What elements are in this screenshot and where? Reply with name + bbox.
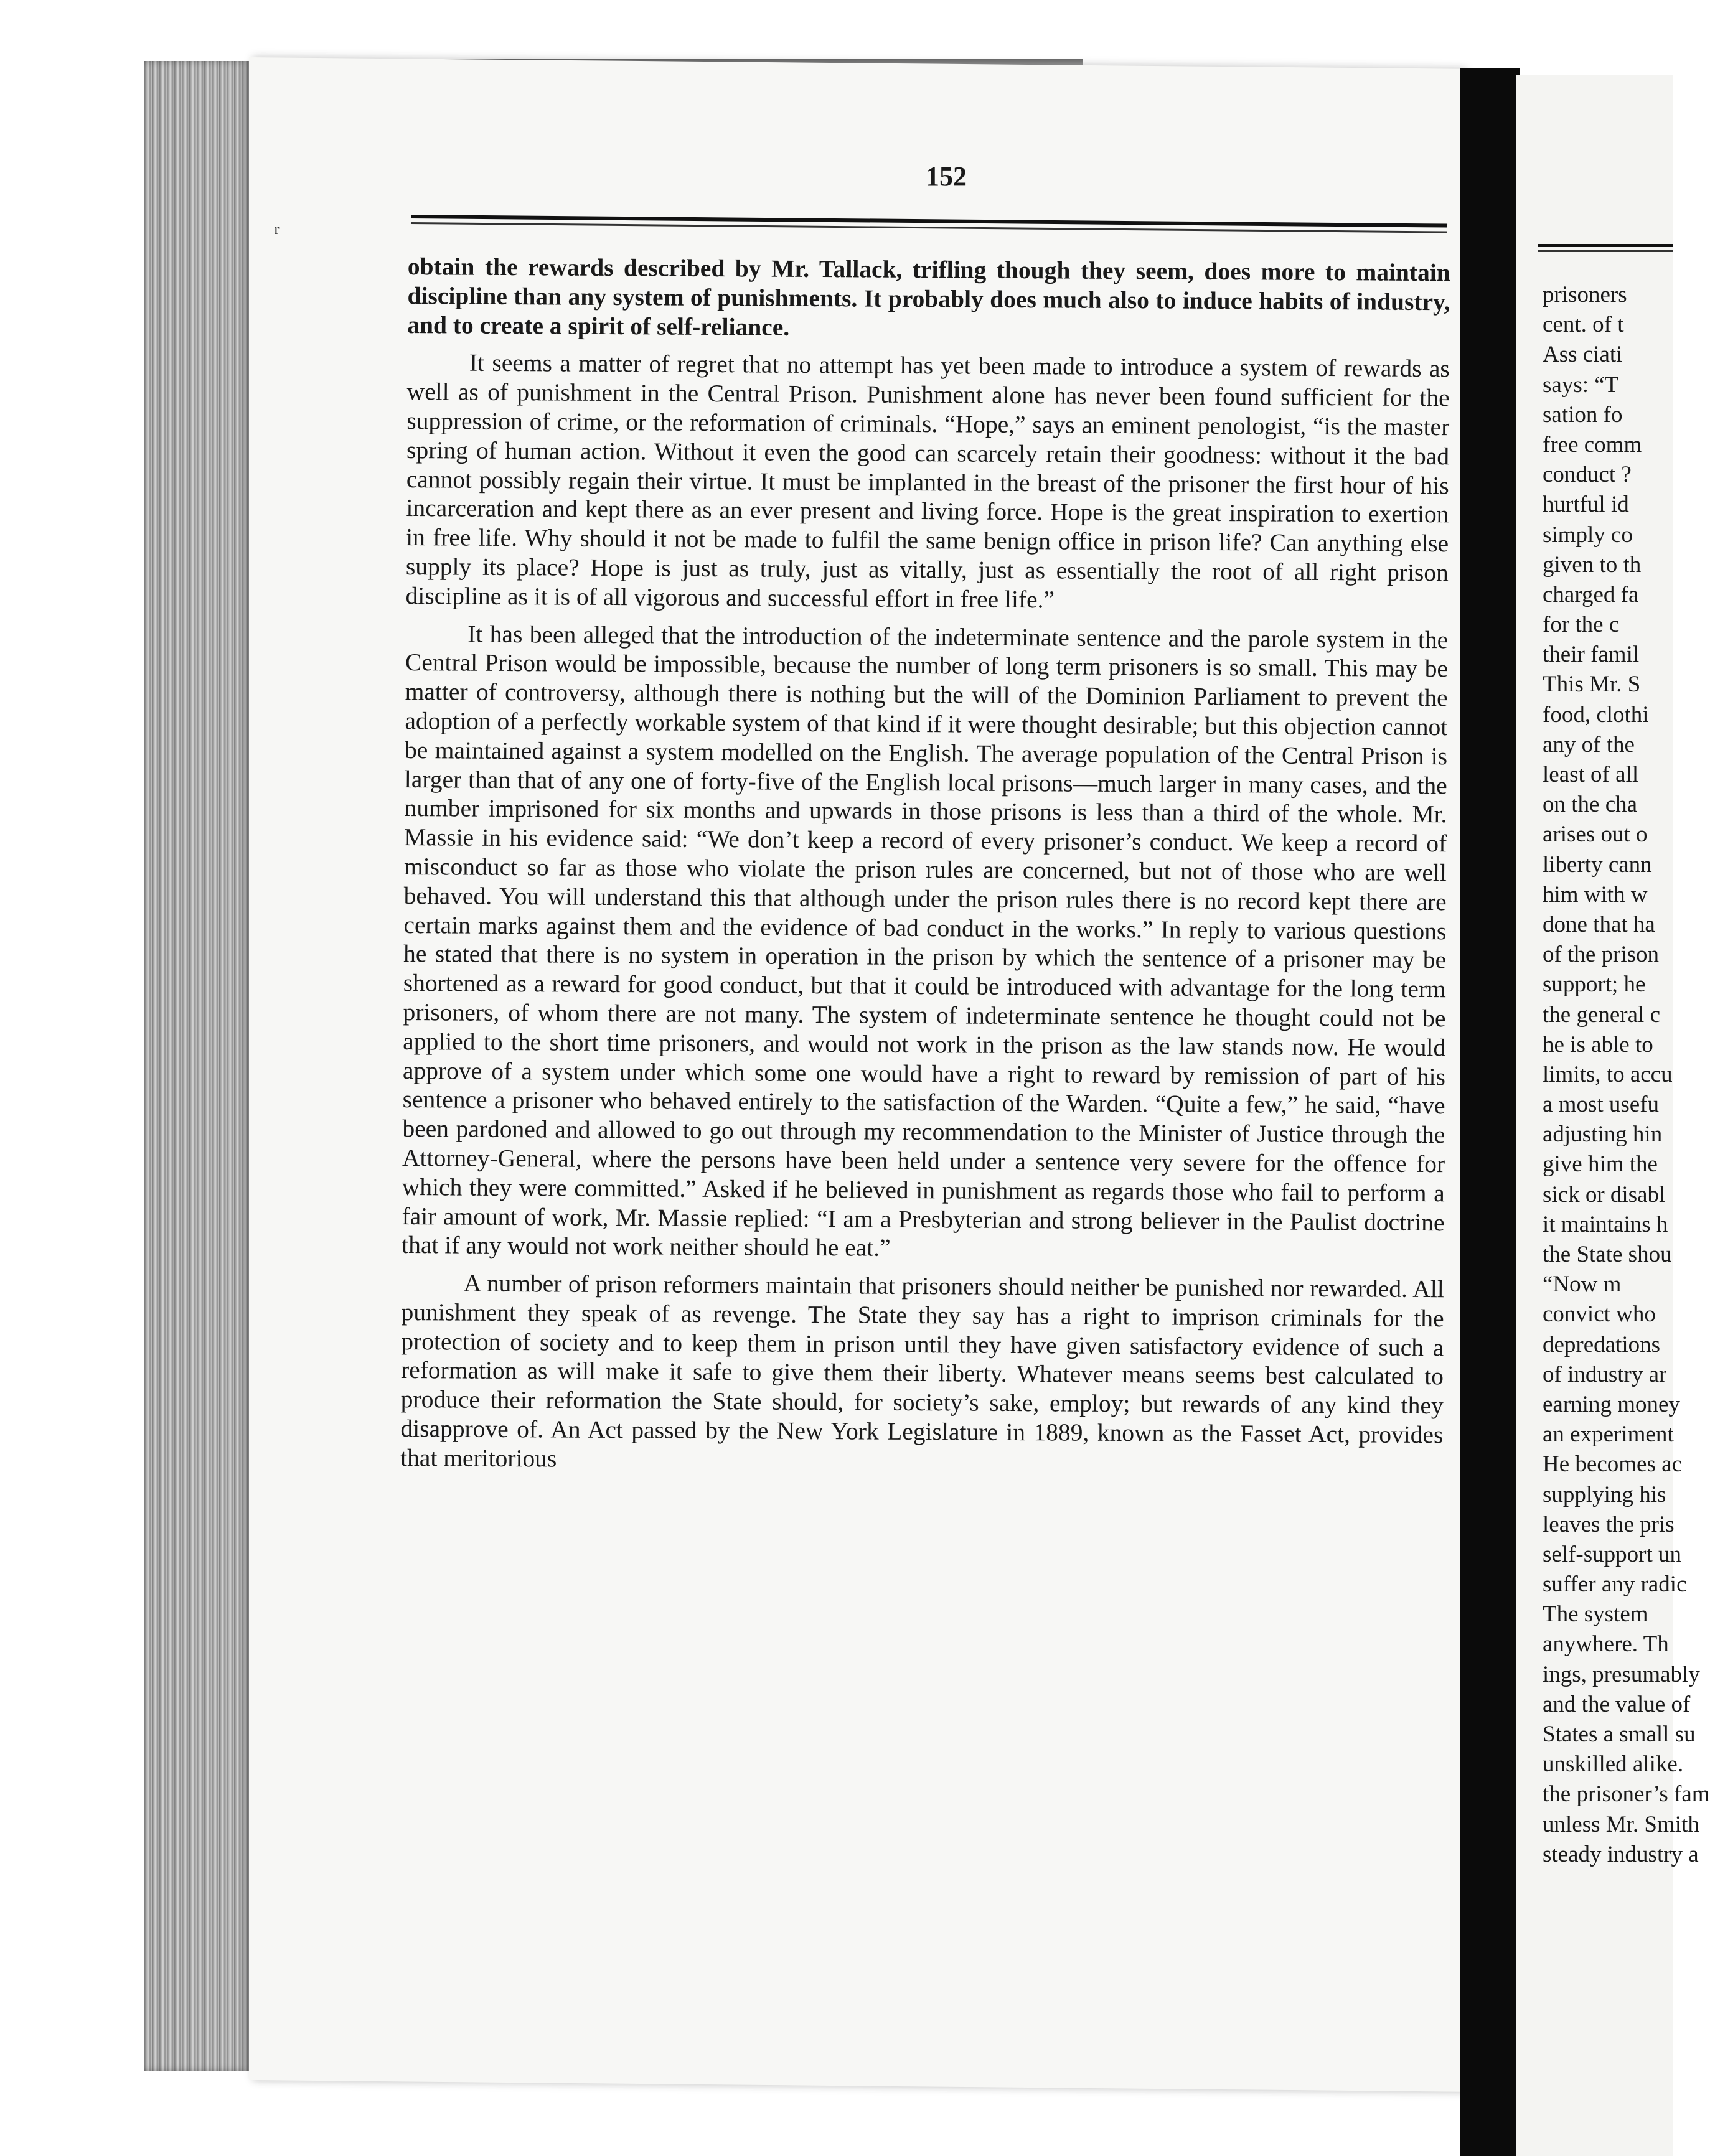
facing-page-line: and the value of	[1543, 1691, 1691, 1717]
facing-page-line: adjusting hin	[1543, 1122, 1663, 1148]
paragraph: obtain the rewards described by Mr. Tallack, trifling though they seem, does more to maintain discipline than any system of punishments. It probably does much also to induce habits of industry, and to create a spirit of self-reliance.	[407, 252, 1450, 341]
facing-page-line: an experiment	[1543, 1422, 1674, 1448]
facing-page-line: self-support un	[1543, 1541, 1681, 1567]
facing-page-line: ings, presumably	[1543, 1661, 1700, 1687]
facing-page-line: sick or disabl	[1543, 1181, 1666, 1207]
paragraph: It has been alleged that the introduction of the indeterminate sentence and the parole system in the Central Prison would be impossible, because the number of long term prisoners is so small. This may be matter of controversy, although there is nothing but the will of the Dominion Parliament to prevent the adoption of a perfectly workable system of that kind if it were thought desirable; but this objection cannot be maintained against a system modelled on the English. The average population of the Central Prison is larger than that of any one of forty-five of the English local prisons—much larger in many cases, and the number imprisoned for six months and upwards in those prisons is less than a third of the whole. Mr. Massie in his evidence said: “We don’t keep a record of every prisoner’s conduct. We keep a record of misconduct so far as those who violate the prison rules are concerned, but not of those who are well behaved. You will understand this that although under the prison rules there is no record kept there are certain marks against them and the evidence of bad conduct in the works.” In reply to various questions he stated that there is no system in operation in the prison by which the sentence of a prisoner may be shortened as a reward for good conduct, but that it could be introduced with advantage for the long term prisoners, of whom there are not many. The system of indeterminate sentence he thought could not be applied to the short time prisoners, and would not work in the prison as the law stands now. He would approve of a system under which some one would have a right to reward by remission of part of his sentence a prisoner who behaved entirely to the satisfaction of the Warden. “Quite a few,” he said, “have been pardoned and allowed to go out through my recommendation to the Minister of Justice through the Attorney-General, where the persons have been held under a sentence very severe for the offence for which they were committed.” Asked if he believed in punishment as regards those who fail to perform a fair amount of work, Mr. Massie replied: “I am a Presbyterian and strong believer in the Paulist doctrine that if any would not work neither should he eat.”	[402, 620, 1449, 1262]
facing-page-line: “Now m	[1543, 1272, 1622, 1298]
facing-page-line: for the c	[1543, 612, 1620, 638]
facing-page-line: of industry ar	[1543, 1361, 1667, 1387]
facing-page-line: simply co	[1543, 522, 1633, 548]
facing-page-line: give him the	[1543, 1151, 1658, 1178]
facing-page-line: cent. of t	[1543, 312, 1624, 338]
facing-page-line: the general c	[1543, 1001, 1660, 1028]
paragraph: It seems a matter of regret that no attempt has yet been made to introduce a system of rewards as well as of punishment in the Central Prison. Punishment alone has never been found sufficient for the suppression of crime, or the reformation of criminals. “Hope,” says an eminent penologist, “is the master spring of human action. Without it even the good can scarcely retain their goodness: without it the bad cannot possibly regain their virtue. It must be implanted in the breast of the prisoner the first hour of his incarceration and kept there as an ever present and living force. Hope is the great inspiration to exertion in free life. Why should it not be made to fulfil the same benign office in prison life? Can anything else supply its place? Hope is just as truly, just as vitally, just as essentially the root of all right prison discipline as it is of all vigorous and successful effort in free life.”	[405, 349, 1450, 614]
facing-page-line: conduct ?	[1543, 462, 1632, 488]
page-number: 152	[926, 161, 967, 192]
facing-page-line: food, clothi	[1543, 701, 1649, 728]
book-gutter	[1460, 68, 1520, 2156]
margin-mark: ʳ	[274, 218, 280, 246]
facing-page-line: a most usefu	[1543, 1092, 1660, 1118]
facing-page-line: sation fo	[1543, 401, 1623, 428]
facing-page-line: done that ha	[1543, 911, 1655, 937]
facing-page-line: depredations	[1543, 1331, 1661, 1357]
facing-page-line: least of all	[1543, 762, 1639, 787]
facing-page-line: steady industry a	[1543, 1841, 1699, 1867]
facing-page-line: it maintains h	[1543, 1211, 1668, 1237]
facing-page-line: arises out o	[1543, 822, 1648, 848]
facing-page-line: earning money	[1543, 1391, 1680, 1417]
facing-page-line: the prisoner’s fam	[1543, 1781, 1710, 1807]
facing-page-line: he is able to	[1543, 1031, 1653, 1057]
facing-page-line: any of the	[1543, 731, 1635, 757]
facing-page-line: The system	[1543, 1601, 1648, 1628]
book-page-edges	[144, 61, 250, 2071]
facing-page-line: He becomes ac	[1543, 1451, 1682, 1478]
paragraph: A number of prison reformers maintain that prisoners should neither be punished nor rewarded. All punishment they speak of as revenge. The State they say has a right to imprison criminals for the protection of society and to keep them in prison until they have given satisfactory evidence of such a reformation as will make it safe to give them their liberty. Whatever means seems best calculated to produce their reformation the State should, for society’s sake, employ; but rewards of any kind they disapprove of. An Act passed by the New York Legislature in 1889, known as the Fasset Act, provides that meritorious	[400, 1269, 1444, 1473]
facing-page-line: says: “T	[1543, 372, 1619, 398]
facing-page-line: liberty cann	[1543, 851, 1652, 878]
facing-page-line: hurtful id	[1543, 492, 1629, 518]
facing-page-line: support; he	[1543, 972, 1646, 998]
facing-page-line: This Mr. S	[1543, 672, 1641, 698]
facing-page-line: prisoners	[1543, 282, 1627, 307]
facing-page-line: the State shou	[1543, 1242, 1672, 1267]
facing-page-line: charged fa	[1543, 581, 1639, 607]
facing-page-line: unless Mr. Smith	[1543, 1811, 1699, 1837]
facing-page-line: supplying his	[1543, 1481, 1666, 1507]
facing-page-line: him with w	[1543, 881, 1648, 907]
facing-page-line: convict who	[1543, 1301, 1656, 1328]
facing-page-line: States a small su	[1543, 1722, 1696, 1747]
facing-page-line: suffer any radic	[1543, 1572, 1687, 1598]
article-body	[398, 252, 1450, 1852]
facing-page-line: leaves the pris	[1543, 1511, 1675, 1537]
facing-page-text	[1543, 280, 1710, 1898]
facing-page-header-rule	[1538, 244, 1673, 253]
facing-page-line: given to th	[1543, 551, 1642, 578]
facing-page-line: free comm	[1543, 431, 1642, 457]
facing-page-line: limits, to accu	[1543, 1061, 1673, 1087]
facing-page-line: unskilled alike.	[1543, 1751, 1684, 1778]
facing-page-line: Ass ciati	[1543, 342, 1623, 368]
facing-page-line: their famil	[1543, 642, 1640, 668]
facing-page-line: anywhere. Th	[1543, 1631, 1669, 1657]
facing-page-line: on the cha	[1543, 792, 1638, 818]
facing-page-line: of the prison	[1543, 942, 1660, 968]
